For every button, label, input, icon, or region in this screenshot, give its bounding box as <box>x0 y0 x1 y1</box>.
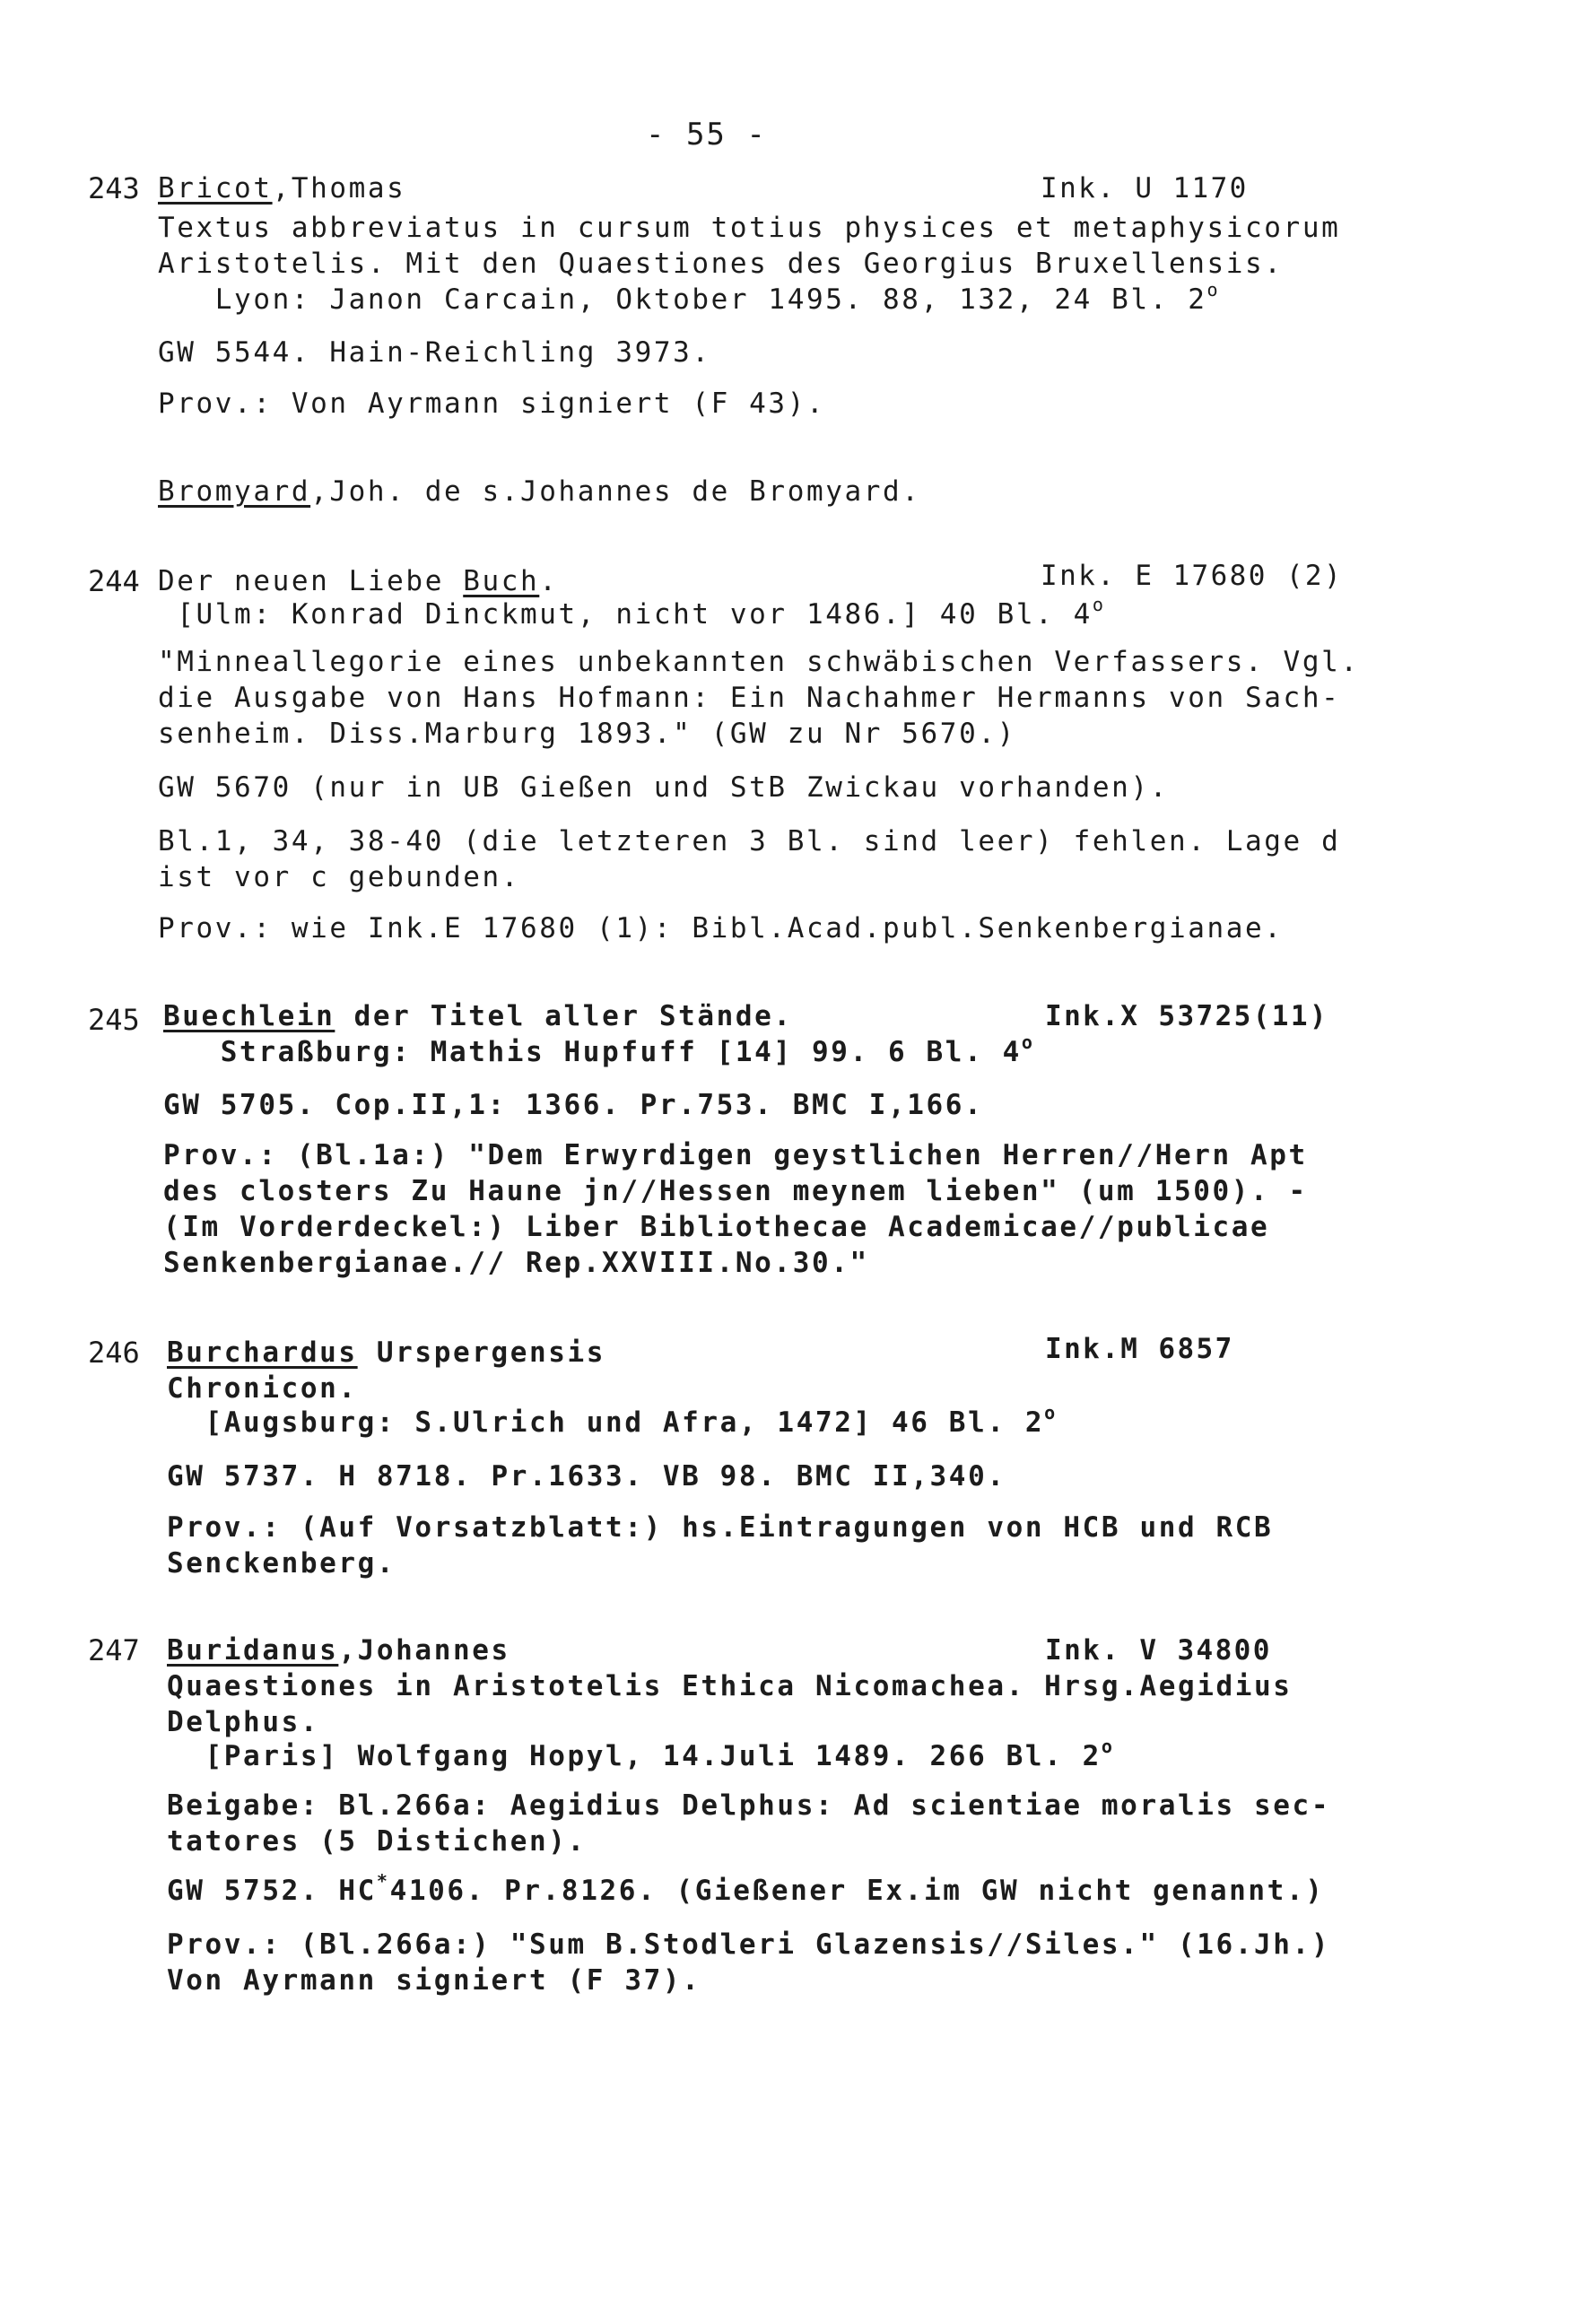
entry-heading <box>167 1335 605 1371</box>
entry-line: Prov.: wie Ink.E 17680 (1): Bibl.Acad.publ.Senkenbergianae. <box>158 912 1284 944</box>
entry-line: Bl.1, 34, 38-40 (die letzteren 3 Bl. sind leer) fehlen. Lage d <box>158 825 1341 857</box>
format-degree: o <box>1021 1031 1035 1053</box>
imprint-text: [Paris] Wolfgang Hopyl, 14.Juli 1489. 266 Bl. 2 <box>167 1740 1102 1772</box>
shelfmark: Ink. E 17680 (2) <box>1041 560 1344 592</box>
entry-heading <box>158 170 405 206</box>
entry-line <box>163 1031 1035 1070</box>
entry-line: senheim. Diss.Marburg 1893." (GW zu Nr 5670.) <box>158 718 1016 750</box>
heading-name: Buridanus <box>167 1634 339 1667</box>
entry-line: des closters Zu Haune jn//Hessen meynem lieben" (um 1500). - <box>163 1175 1308 1207</box>
format-degree: o <box>1092 594 1106 615</box>
heading-name: Bricot <box>158 172 273 205</box>
entry-line <box>158 279 1221 318</box>
entry-line: Aristotelis. Mit den Quaestiones des Georgius Bruxellensis. <box>158 248 1284 280</box>
entry-line: GW 5670 (nur in UB Gießen und StB Zwickau vorhanden). <box>158 771 1169 804</box>
entry-line: Textus abbreviatus in cursum totius physices et metaphysicorum <box>158 212 1341 244</box>
imprint-text: Straßburg: Mathis Hupfuff [14] 99. 6 Bl. 4 <box>163 1036 1022 1068</box>
gw-ref: GW 5752. HC <box>167 1875 377 1907</box>
heading-rest: . <box>539 565 559 597</box>
entry-line: Senkenbergianae.// Rep.XXVIII.No.30." <box>163 1247 869 1279</box>
entry-line: Von Ayrmann signiert (F 37). <box>167 1964 701 1997</box>
shelfmark: Ink. U 1170 <box>1041 172 1249 205</box>
entry-line: Senckenberg. <box>167 1547 396 1580</box>
shelfmark: Ink. V 34800 <box>1045 1634 1272 1667</box>
entry-line: Delphus. <box>167 1706 320 1738</box>
entry-line: GW 5705. Cop.II,1: 1366. Pr.753. BMC I,166. <box>163 1089 984 1121</box>
entry-line <box>158 596 1106 632</box>
shelfmark: Ink.M 6857 <box>1045 1333 1234 1365</box>
heading-pre: Der neuen Liebe <box>158 565 464 597</box>
asterisk-mark: * <box>376 1870 390 1892</box>
heading-rest: ,Johannes <box>338 1634 510 1667</box>
entry-line: Prov.: (Bl.1a:) "Dem Erwyrdigen geystlichen Herren//Hern Apt <box>163 1139 1308 1171</box>
entry-line: die Ausgabe von Hans Hofmann: Ein Nachahmer Hermanns von Sach- <box>158 682 1341 714</box>
imprint-text: [Ulm: Konrad Dinckmut, nicht vor 1486.] 40 Bl. 4 <box>158 598 1093 631</box>
gw-ref-rest: 4106. Pr.8126. (Gießener Ex.im GW nicht genannt.) <box>389 1875 1325 1907</box>
imprint-text: Lyon: Janon Carcain, Oktober 1495. 88, 132, 24 Bl. 2 <box>158 283 1207 316</box>
entry-line: (Im Vorderdeckel:) Liber Bibliothecae Academicae//publicae <box>163 1211 1270 1243</box>
entry-number: 243 <box>88 171 140 205</box>
heading-name: Buch <box>463 565 540 597</box>
cross-reference <box>158 474 921 509</box>
entry-line: Prov.: Von Ayrmann signiert (F 43). <box>158 387 826 420</box>
heading-rest: der Titel aller Stände. <box>335 1000 793 1032</box>
page-number: - 55 - <box>646 117 767 152</box>
crossref-name: Bromyard <box>158 475 311 508</box>
entry-line: Quaestiones in Aristotelis Ethica Nicomachea. Hrsg.Aegidius <box>167 1670 1293 1702</box>
entry-line: GW 5544. Hain-Reichling 3973. <box>158 336 711 369</box>
entry-line: Prov.: (Bl.266a:) "Sum B.Stodleri Glazensis//Siles." (16.Jh.) <box>167 1928 1331 1961</box>
entry-number: 245 <box>88 1003 140 1037</box>
heading-name: Buechlein <box>163 1000 335 1032</box>
entry-line: ist vor c gebunden. <box>158 861 521 893</box>
format-degree: o <box>1101 1736 1115 1757</box>
imprint-text: [Augsburg: S.Ulrich und Afra, 1472] 46 Bl. 2 <box>167 1406 1045 1439</box>
entry-line <box>167 1738 1115 1774</box>
entry-heading <box>158 563 559 599</box>
entry-heading <box>163 998 793 1034</box>
format-degree: o <box>1206 279 1221 300</box>
entry-line: Prov.: (Auf Vorsatzblatt:) hs.Eintragungen von HCB und RCB <box>167 1511 1274 1544</box>
entry-line <box>167 1402 1058 1441</box>
entry-line: Beigabe: Bl.266a: Aegidius Delphus: Ad scientiae moralis sec- <box>167 1789 1331 1822</box>
entry-line: GW 5737. H 8718. Pr.1633. VB 98. BMC II,340. <box>167 1460 1006 1493</box>
entry-line: tatores (5 Distichen). <box>167 1825 587 1858</box>
entry-line: "Minneallegorie eines unbekannten schwäbischen Verfassers. Vgl. <box>158 646 1360 678</box>
heading-name: Burchardus <box>167 1336 358 1369</box>
heading-rest: Urspergensis <box>357 1336 606 1369</box>
format-degree: o <box>1044 1402 1058 1423</box>
entry-line <box>167 1870 1325 1909</box>
entry-line: Chronicon. <box>167 1372 358 1405</box>
entry-number: 244 <box>88 564 140 598</box>
entry-number: 246 <box>88 1336 140 1370</box>
heading-rest: ,Thomas <box>272 172 406 205</box>
crossref-rest: ,Joh. de s.Johannes de Bromyard. <box>310 475 921 508</box>
shelfmark: Ink.X 53725(11) <box>1045 1000 1328 1032</box>
entry-number: 247 <box>88 1633 140 1667</box>
entry-heading <box>167 1632 510 1668</box>
